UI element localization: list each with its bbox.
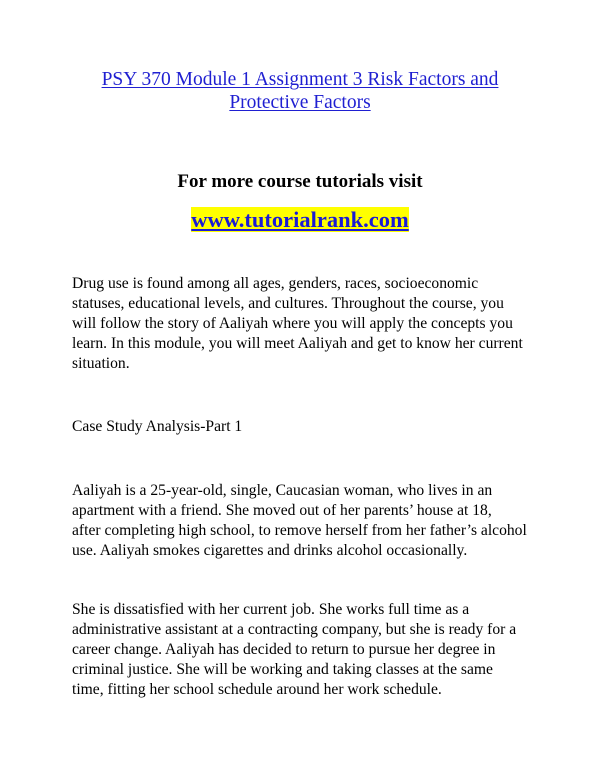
paragraph-line: learn. In this module, you will meet Aaliyah and get to know her current bbox=[72, 335, 523, 352]
paragraph-line: will follow the story of Aaliyah where you will apply the concepts you bbox=[72, 315, 513, 332]
paragraph-line: She is dissatisfied with her current job. She works full time as a bbox=[72, 601, 470, 618]
paragraph-line: Drug use is found among all ages, genders, races, socioeconomic bbox=[72, 275, 479, 292]
site-link[interactable]: www.tutorialrank.com bbox=[191, 207, 409, 232]
intro-paragraph bbox=[72, 274, 542, 374]
case-paragraph-2 bbox=[72, 600, 542, 700]
paragraph-line: statuses, educational levels, and cultures. Throughout the course, you bbox=[72, 295, 504, 312]
title-line-2[interactable]: Protective Factors bbox=[229, 92, 371, 113]
paragraph-line: use. Aaliyah smokes cigarettes and drinks alcohol occasionally. bbox=[72, 542, 468, 559]
site-link-container bbox=[0, 206, 600, 237]
document-title[interactable] bbox=[60, 68, 540, 114]
title-line-1[interactable]: PSY 370 Module 1 Assignment 3 Risk Factors and bbox=[101, 69, 499, 90]
paragraph-line: Aaliyah is a 25-year-old, single, Caucasian woman, who lives in an bbox=[72, 482, 493, 499]
case-paragraph-1 bbox=[72, 481, 542, 561]
paragraph-line: administrative assistant at a contracting company, but she is ready for a bbox=[72, 621, 517, 638]
visit-text: For more course tutorials visit bbox=[177, 171, 423, 192]
paragraph-line: criminal justice. She will be working and taking classes at the same bbox=[72, 661, 493, 678]
paragraph-line: apartment with a friend. She moved out of her parents’ house at 18, bbox=[72, 502, 492, 519]
paragraph-line: situation. bbox=[72, 355, 130, 372]
paragraph-line: career change. Aaliyah has decided to return to pursue her degree in bbox=[72, 641, 496, 658]
section-heading: Case Study Analysis-Part 1 bbox=[72, 418, 243, 435]
paragraph-line: after completing high school, to remove herself from her father’s alcohol bbox=[72, 522, 527, 539]
paragraph-line: time, fitting her school schedule around her work schedule. bbox=[72, 681, 442, 698]
